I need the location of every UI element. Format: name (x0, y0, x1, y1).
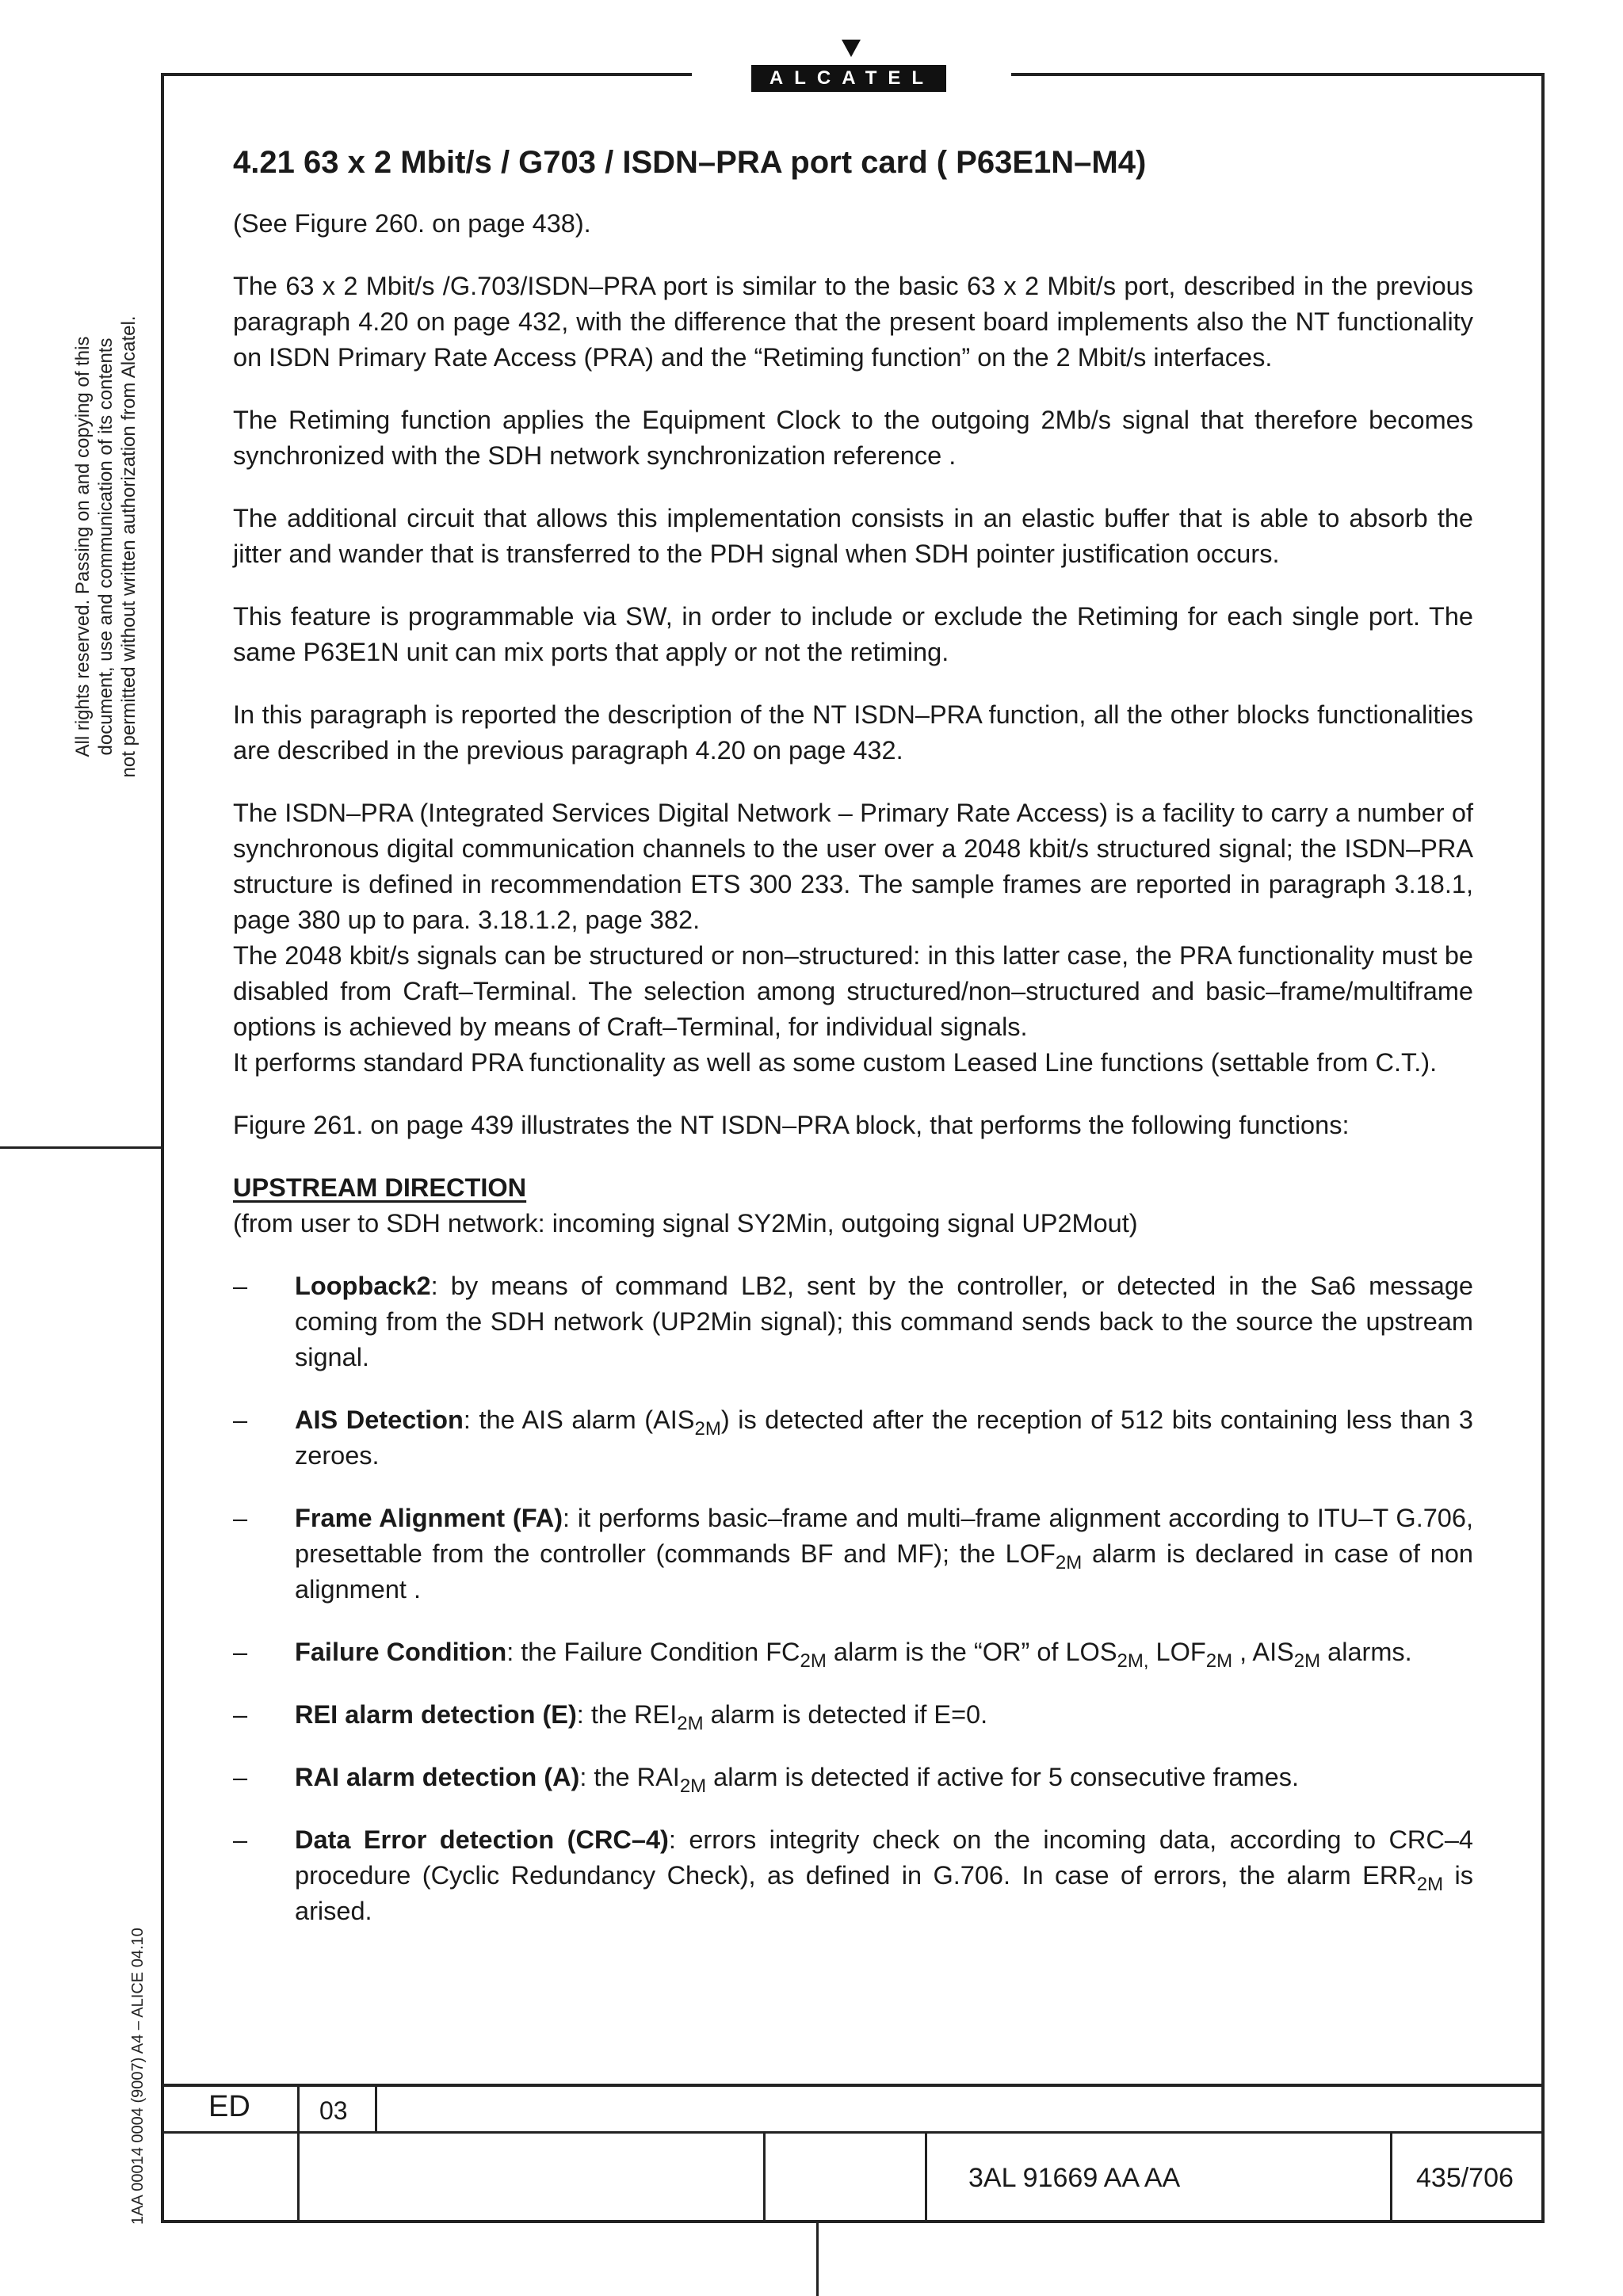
document-code: 1AA 00014 0004 (9007) A4 – ALICE 04.10 (129, 1928, 147, 2225)
list-item: – RAI alarm detection (A): the $RAI_{2M}$ alarm is detected if active for 5 consecutive frames. (233, 1763, 1299, 1797)
alcatel-logo: ALCATEL (751, 65, 946, 92)
paragraph: The 63 x 2 Mbit/s /G.703/ISDN–PRA port is similar to the basic 63 x 2 Mbit/s port, described in the previous paragraph 4.20 on page 432, with the difference that the present board implements also the NT functionality on ISDN Primary Rate Access (PRA) and the “Retiming function” on the 2 Mbit/s interfaces. (233, 272, 1473, 372)
page-number: 435/706 (1416, 2163, 1514, 2193)
list-item: – Failure Condition: the Failure Condition $FC_{2M}$ alarm is the “OR” of $LOS_{2M,}$ $LOF_{2M}$ , $AIS_{2M}$ alarms. (233, 1638, 1412, 1672)
ed-value: 03 (319, 2096, 348, 2125)
paragraph: The ISDN–PRA (Integrated Services Digital Network – Primary Rate Access) is a facility to carry a number of synchronous digital communication channels to the user over a 2048 kbit/s structured signal; the ISDN–PRA structure is defined in recommendation ETS 300 233. The sample frames are reported in paragraph 3.18.1, page 380 up to para. 3.18.1.2, page 382. (233, 799, 1473, 934)
paragraph: The additional circuit that allows this implementation consists in an elastic buffer that is able to absorb the jitter and wander that is transferred to the PDH signal when SDH pointer justification occurs. (233, 504, 1473, 568)
list-item: – REI alarm detection (E): the $REI_{2M}$ alarm is detected if E=0. (233, 1700, 988, 1734)
margin-tick (0, 1146, 161, 1149)
rights-line: All rights reserved. Passing on and copying of this (72, 336, 94, 757)
rights-notice (71, 269, 140, 824)
ed-label: ED (208, 2090, 250, 2123)
rights-line: not permitted without written authorization from Alcatel. (118, 315, 139, 778)
bottom-stub-line (816, 2223, 819, 2296)
list-item: – Frame Alignment (FA): it performs basic–frame and multi–frame alignment according to ITU–T G.706, presettable from the controller (commands BF and MF); the $LOF_{2M}$ alarm is declared in case of non alignment . (233, 1504, 1473, 1604)
paragraph: The Retiming function applies the Equipment Clock to the outgoing 2Mb/s signal that therefore becomes synchronized with the SDH network synchronization reference . (233, 406, 1473, 470)
paragraph: The 2048 kbit/s signals can be structured or non–structured: in this latter case, the PRA functionality must be disabled from Craft–Terminal. The selection among structured/non–structured and basic–frame/multiframe options is achieved by means of Craft–Terminal, for individual signals. (233, 941, 1473, 1041)
paragraph: It performs standard PRA functionality as well as some custom Leased Line functions (settable from C.T.). (233, 1048, 1438, 1077)
paragraph: This feature is programmable via SW, in order to include or exclude the Retiming for each single port. The same P63E1N unit can mix ports that apply or not the retiming. (233, 602, 1473, 666)
document-number: 3AL 91669 AA AA (968, 2163, 1181, 2193)
main-content (233, 143, 1473, 1956)
upstream-subtitle: (from user to SDH network: incoming signal SY2Min, outgoing signal UP2Mout) (233, 1209, 1138, 1238)
paragraph: (See Figure 260. on page 438). (233, 209, 591, 238)
list-item: – Data Error detection (CRC–4): errors integrity check on the incoming data, according to CRC–4 procedure (Cyclic Redundancy Check), as defined in G.706. In case of errors, the alarm $ERR_{2M}$ is arised. (233, 1825, 1474, 1925)
footer-table (164, 2084, 1541, 2223)
upstream-heading: UPSTREAM DIRECTION (233, 1173, 527, 1202)
list-item: – Loopback2: by means of command LB2, sent by the controller, or detected in the Sa6 message coming from the SDH network (UP2Min signal); this command sends back to the source the upstream signal. (233, 1272, 1473, 1371)
function-list (233, 1268, 1473, 1929)
logo-triangle-icon (842, 40, 861, 57)
list-item: – AIS Detection: the AIS alarm $(AIS_{2M})$ is detected after the reception of 512 bits containing less than 3 zeroes. (233, 1405, 1473, 1470)
paragraph: Figure 261. on page 439 illustrates the NT ISDN–PRA block, that performs the following functions: (233, 1111, 1350, 1139)
section-title: 4.21 63 x 2 Mbit/s / G703 / ISDN–PRA port card ( P63E1N–M4) (233, 145, 1147, 180)
rights-line: document, use and communication of its contents (95, 338, 116, 756)
paragraph: In this paragraph is reported the description of the NT ISDN–PRA function, all the other blocks functionalities are described in the previous paragraph 4.20 on page 432. (233, 700, 1473, 765)
